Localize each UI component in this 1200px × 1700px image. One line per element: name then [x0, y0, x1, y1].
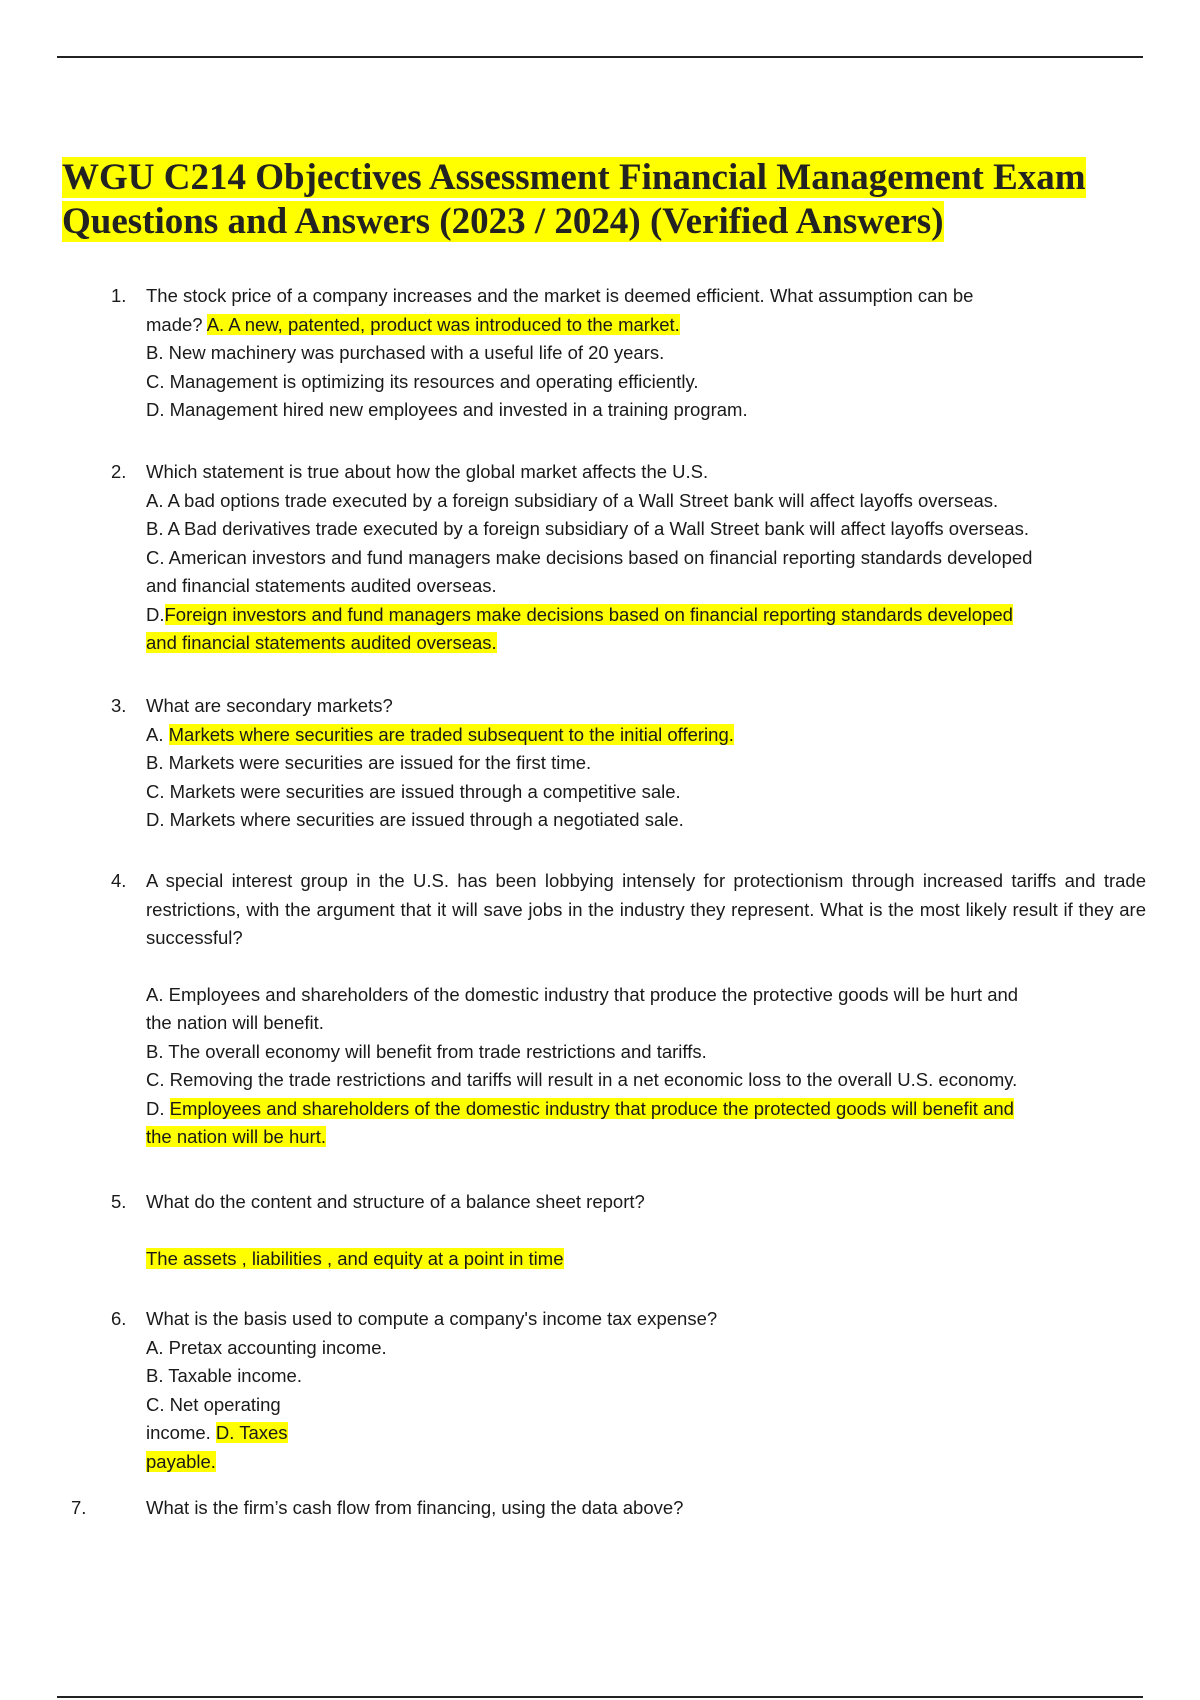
question-number: 4. [111, 870, 127, 891]
stem-end: made? [146, 313, 203, 335]
bottom-rule [57, 1696, 1143, 1698]
option-a [146, 721, 1146, 750]
option-c: C. Removing the trade restrictions and tariffs will result in a net economic loss to the overall U.S. economy. [146, 1069, 1018, 1090]
question-number: 1. [111, 285, 127, 306]
option-d: D. Management hired new employees and invested in a training program. [146, 399, 748, 420]
option-c-continued: and financial statements audited overseas. [146, 575, 497, 596]
option-a: A. Pretax accounting income. [146, 1336, 387, 1358]
document-title [62, 156, 1152, 244]
title-line-1: WGU C214 Objectives Assessment Financial Management Exam [62, 157, 1086, 198]
question-body [146, 282, 1146, 425]
option-d-correct-continued: and financial statements audited overseas. [146, 632, 497, 653]
option-c: C. Markets were securities are issued through a competitive sale. [146, 780, 681, 802]
option-a-correct: Markets where securities are traded subsequent to the initial offering. [168, 723, 734, 745]
question-stem: Which statement is true about how the global market affects the U.S. [146, 461, 709, 482]
option-d-correct-continued: payable. [146, 1450, 216, 1472]
question-stem: What are secondary markets? [146, 695, 393, 716]
question-body [146, 1188, 1146, 1273]
option-c: C. American investors and fund managers make decisions based on financial reporting standards developed [146, 546, 1033, 568]
answer-correct: The assets , liabilities , and equity at a point in time [146, 1247, 564, 1269]
spacer [146, 953, 1146, 981]
option-b: B. The overall economy will benefit from trade restrictions and tariffs. [146, 1040, 707, 1062]
option-a: A. Employees and shareholders of the domestic industry that produce the protective goods will be hurt and [146, 983, 1019, 1005]
option-d-correct: Foreign investors and fund managers make decisions based on financial reporting standards developed [164, 603, 1013, 625]
option-d [146, 601, 1146, 630]
option-d-correct-continued: the nation will be hurt. [146, 1126, 326, 1147]
option-c-continued [146, 1419, 1146, 1448]
question-number: 7. [71, 1497, 87, 1518]
question-stem: What is the basis used to compute a company's income tax expense? [146, 1308, 718, 1329]
option-d-continued [146, 1123, 1146, 1152]
question-stem: The stock price of a company increases and the market is deemed efficient. What assumption can be [146, 285, 974, 306]
question-body [146, 692, 1146, 835]
option-b: B. Taxable income. [146, 1365, 302, 1386]
option-a-continued: the nation will benefit. [146, 1012, 324, 1033]
top-rule [57, 56, 1143, 58]
question-body [146, 1305, 1146, 1476]
spacer [146, 1217, 1146, 1245]
question-number: 2. [111, 461, 127, 482]
option-b: B. Markets were securities are issued for the first time. [146, 752, 592, 773]
question-stem-continued [146, 311, 1146, 340]
answer [146, 1245, 1146, 1274]
option-d-correct: D. Taxes [215, 1422, 288, 1443]
option-d-prefix: D. [146, 1097, 165, 1119]
option-c-end: income. [146, 1422, 211, 1443]
option-d-prefix: D. [146, 603, 165, 625]
question-number: 5. [111, 1191, 127, 1212]
question-number: 3. [111, 695, 127, 716]
option-d: D. Markets where securities are issued through a negotiated sale. [146, 809, 684, 830]
option-a-correct: A. A new, patented, product was introduced to the market. [206, 313, 680, 335]
question-body [146, 1494, 1146, 1523]
question-stem: What do the content and structure of a balance sheet report? [146, 1191, 645, 1212]
option-d-continued [146, 629, 1146, 658]
option-d-continued [146, 1448, 1146, 1477]
question-stem: What is the firm’s cash flow from financing, using the data above? [146, 1497, 684, 1518]
question-number: 6. [111, 1308, 127, 1329]
option-c: C. Management is optimizing its resources and operating efficiently. [146, 370, 699, 392]
title-line-2: Questions and Answers (2023 / 2024) (Verified Answers) [62, 201, 944, 242]
option-a: A. A bad options trade executed by a foreign subsidiary of a Wall Street bank will affect layoffs overseas. [146, 489, 999, 511]
option-b: B. A Bad derivatives trade executed by a foreign subsidiary of a Wall Street bank will affect layoffs overseas. [146, 518, 1029, 539]
option-d-correct: Employees and shareholders of the domestic industry that produce the protected goods will benefit and [169, 1097, 1014, 1119]
question-body [146, 867, 1146, 1152]
option-c: C. Net operating [146, 1393, 281, 1415]
option-b: B. New machinery was purchased with a useful life of 20 years. [146, 342, 665, 363]
question-stem: A special interest group in the U.S. has been lobbying intensely for protectionism through increased tariffs and trade restrictions, with the argument that it will save jobs in the industry they represent. What is the most likely result if they are successful? [146, 870, 1146, 948]
question-body [146, 458, 1146, 658]
option-a-prefix: A. [146, 723, 164, 745]
option-d [146, 1095, 1146, 1124]
